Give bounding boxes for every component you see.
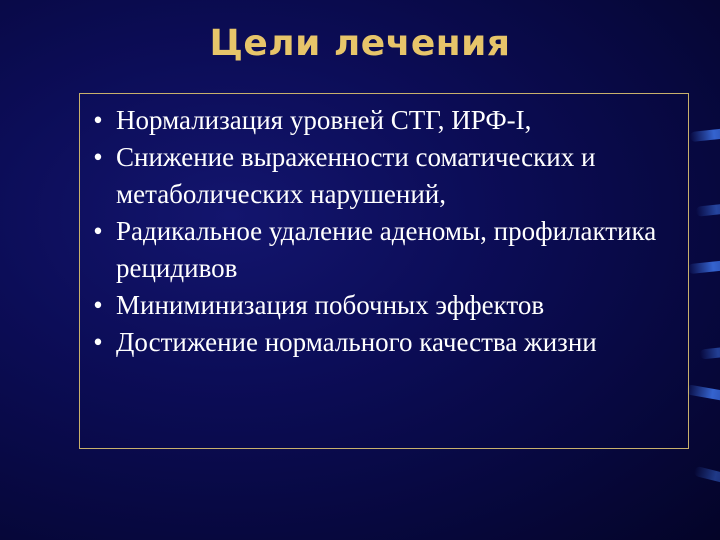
bullet-marker: • — [93, 105, 103, 135]
bullet-text: Достижение нормального качества жизни — [116, 327, 597, 357]
content-box — [79, 93, 689, 449]
bullet-marker: • — [93, 290, 103, 320]
bullet-text: Радикальное удаление аденомы, профилактика рецидивов — [116, 216, 657, 283]
bullet-item — [88, 324, 688, 361]
bullet-list — [88, 102, 688, 361]
decorative-ribbon — [693, 466, 720, 484]
bullet-item — [88, 139, 688, 213]
bullet-marker: • — [93, 216, 103, 246]
bullet-item — [88, 102, 688, 139]
bullet-text: Снижение выраженности соматических и метаболических нарушений, — [116, 142, 596, 209]
decorative-ribbon — [685, 384, 720, 401]
decorative-ribbon — [696, 203, 720, 216]
slide-title: Цели лечения — [209, 23, 511, 64]
bullet-item — [88, 287, 688, 324]
decorative-ribbon — [690, 128, 720, 142]
decorative-ribbon — [700, 346, 720, 359]
bullet-text: Миниминизация побочных эффектов — [116, 290, 545, 320]
bullet-item — [88, 213, 688, 287]
bullet-text: Нормализация уровней СТГ, ИРФ-I, — [116, 105, 532, 135]
decorative-ribbon — [688, 260, 720, 274]
bullet-marker: • — [93, 142, 103, 172]
bullet-marker: • — [93, 327, 103, 357]
